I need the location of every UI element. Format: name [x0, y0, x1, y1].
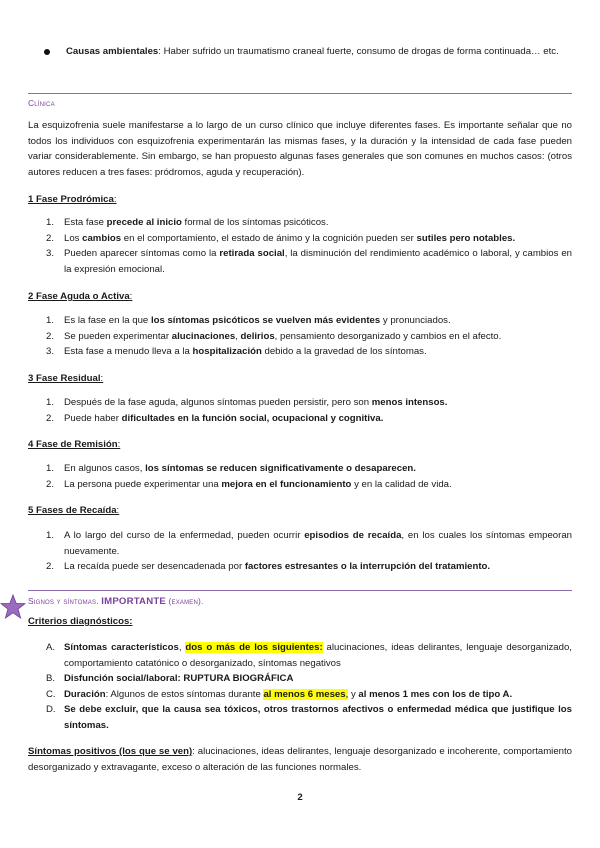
phase-list — [28, 461, 572, 492]
phase-list — [28, 528, 572, 575]
star-icon — [0, 594, 26, 620]
list-text: Disfunción social/laboral: RUPTURA BIOGRÁFICA — [64, 673, 294, 684]
list-number: A. — [46, 642, 56, 653]
list-text: y — [348, 688, 359, 700]
page-number: 2 — [297, 792, 303, 803]
list-text: Esta fase — [64, 217, 107, 228]
list-text: cambios — [82, 232, 122, 244]
list-text: dos o más de los siguientes: — [185, 642, 323, 653]
list-text: retirada social — [219, 248, 285, 259]
list-text: alucinaciones — [171, 330, 236, 342]
list-text: debido a la gravedad de los síntomas. — [261, 346, 427, 357]
clinica-intro — [28, 118, 572, 180]
section-divider — [28, 590, 572, 591]
list-text: A lo largo del curso de la enfermedad, pueden ocurrir — [64, 530, 305, 541]
clinica-intro-text: La esquizofrenia suele manifestarse a lo largo de un curso clínico que incluye diferentes fases. Es importante señalar que no todos los individuos con esquizofrenia experimentarán las mismas fases, y la duración y la intensidad de cada fase pueden variar considerablemente. Sin embargo, se han propuesto algunas fases generales que son comunes en muchos casos: (otros autores reducen a tres fases: pródromos, aguda y recuperación). — [28, 120, 572, 178]
list-item — [28, 671, 572, 687]
list-number: D. — [46, 704, 56, 715]
criteria-list — [28, 640, 572, 733]
bullet-label: Causas ambientales — [66, 46, 159, 57]
list-item — [28, 411, 572, 427]
list-text: , en los cuales los síntomas empeoran nuevamente. — [64, 530, 572, 557]
criteria-title: Criterios diagnósticos: — [28, 616, 133, 627]
list-item — [28, 640, 572, 671]
phase-list — [28, 215, 572, 277]
list-item — [28, 215, 572, 231]
list-text: , — [178, 642, 186, 653]
positive-symptoms-text: : alucinaciones, ideas delirantes, lenguaje desorganizado e incoherente, comportamiento desorganizado y extravagante, exceso o alteración de las funciones normales. — [28, 746, 572, 773]
list-number: 2. — [46, 561, 55, 572]
list-text: La recaída puede ser desencadenada por — [64, 561, 245, 572]
positive-symptoms-label: Síntomas positivos (los que se ven) — [28, 746, 193, 757]
list-text: Síntomas característicos — [64, 642, 179, 653]
list-text: La persona puede experimentar una — [64, 478, 222, 490]
section-heading-clinica: Clínica — [28, 98, 55, 108]
list-item — [28, 344, 572, 360]
bullet-text: : Haber sufrido un traumatismo craneal fuerte, consumo de drogas de forma continuada… etc. — [158, 46, 559, 57]
list-text: , — [235, 330, 241, 342]
list-item — [28, 461, 572, 477]
list-text: , — [345, 688, 349, 700]
phase-title: 4 Fase de Remisión: — [28, 439, 121, 450]
list-item — [28, 687, 572, 703]
list-text: delirios — [240, 330, 275, 342]
list-item — [28, 329, 572, 345]
list-text: Puede haber — [64, 412, 122, 424]
list-text: Se debe excluir, que la causa sea tóxicos, otros trastornos afectivos o enfermedad médica que justifique los síntomas. — [64, 704, 572, 731]
list-number: 1. — [46, 530, 55, 541]
list-text: y en la calidad de vida. — [351, 478, 452, 490]
list-text: menos intensos. — [371, 397, 448, 408]
list-text: alucinaciones, ideas delirantes, lenguaje desorganizado, comportamiento catatónico o desorganizado, síntomas negativos — [64, 642, 572, 669]
list-text: Se pueden experimentar — [64, 330, 172, 342]
list-number: 1. — [46, 397, 55, 408]
list-item — [28, 395, 572, 411]
list-number: 2. — [46, 478, 55, 490]
list-text: , pensamiento desorganizado y cambios en el afecto. — [274, 330, 502, 342]
list-number: 1. — [46, 463, 55, 474]
list-text: y pronunciados. — [380, 315, 451, 326]
list-text: al menos 6 meses — [263, 688, 346, 700]
list-item — [28, 246, 572, 277]
list-item — [28, 702, 572, 733]
list-number: 3. — [46, 346, 55, 357]
phase-title: 5 Fases de Recaída: — [28, 505, 120, 516]
list-number: 1. — [46, 315, 55, 326]
list-text: mejora en el funcionamiento — [221, 478, 352, 490]
list-text: Esta fase a menudo lleva a la — [64, 346, 193, 357]
list-text: los síntomas se reducen significativamente o desaparecen. — [145, 463, 416, 474]
list-text: En algunos casos, — [64, 463, 146, 474]
list-number: 2. — [46, 232, 55, 244]
section-divider — [28, 93, 572, 94]
list-text: Después de la fase aguda, algunos síntomas pueden persistir, pero son — [64, 397, 372, 408]
list-item — [28, 528, 572, 559]
list-text: Los — [64, 232, 83, 244]
list-text: : Algunos de estos síntomas durante — [105, 688, 264, 700]
list-item — [28, 231, 572, 247]
list-text: sutiles pero notables. — [416, 232, 516, 244]
list-text: al menos 1 mes con los de tipo A. — [358, 688, 513, 700]
section-heading-signos: Signos y síntomas. IMPORTANTE (examen). — [28, 596, 204, 607]
list-item — [28, 313, 572, 329]
list-item — [28, 477, 572, 493]
list-text: dificultades en la función social, ocupacional y cognitiva. — [121, 412, 384, 424]
list-number: 3. — [46, 248, 55, 259]
list-number: C. — [46, 688, 56, 700]
list-number: 1. — [46, 217, 55, 228]
list-text: precede al inicio — [106, 217, 182, 228]
list-text: , la disminución del rendimiento académico o laboral, y cambios en la expresión emocional. — [64, 248, 572, 275]
list-text: los síntomas psicóticos se vuelven más evidentes — [150, 315, 381, 326]
environmental-causes-bullet — [44, 44, 572, 60]
list-text: en el comportamiento, el estado de ánimo y la cognición pueden ser — [121, 232, 417, 244]
phase-title: 3 Fase Residual: — [28, 373, 104, 384]
bullet-dot-icon — [44, 49, 50, 55]
list-item — [28, 559, 572, 575]
list-number: B. — [46, 673, 56, 684]
phase-list — [28, 313, 572, 360]
list-text: Pueden aparecer síntomas como la — [64, 248, 220, 259]
positive-symptoms — [28, 744, 572, 775]
list-number: 2. — [46, 412, 55, 424]
list-text: episodios de recaída — [304, 530, 402, 541]
phase-title: 2 Fase Aguda o Activa: — [28, 291, 133, 302]
list-text: Es la fase en la que — [64, 315, 151, 326]
phase-title: 1 Fase Prodrómica: — [28, 194, 117, 205]
list-text: factores estresantes o la interrupción del tratamiento. — [244, 561, 491, 572]
list-text: hospitalización — [192, 346, 262, 357]
list-number: 2. — [46, 330, 55, 342]
list-text: Duración — [64, 688, 106, 700]
list-text: formal de los síntomas psicóticos. — [181, 217, 329, 228]
phase-list — [28, 395, 572, 426]
